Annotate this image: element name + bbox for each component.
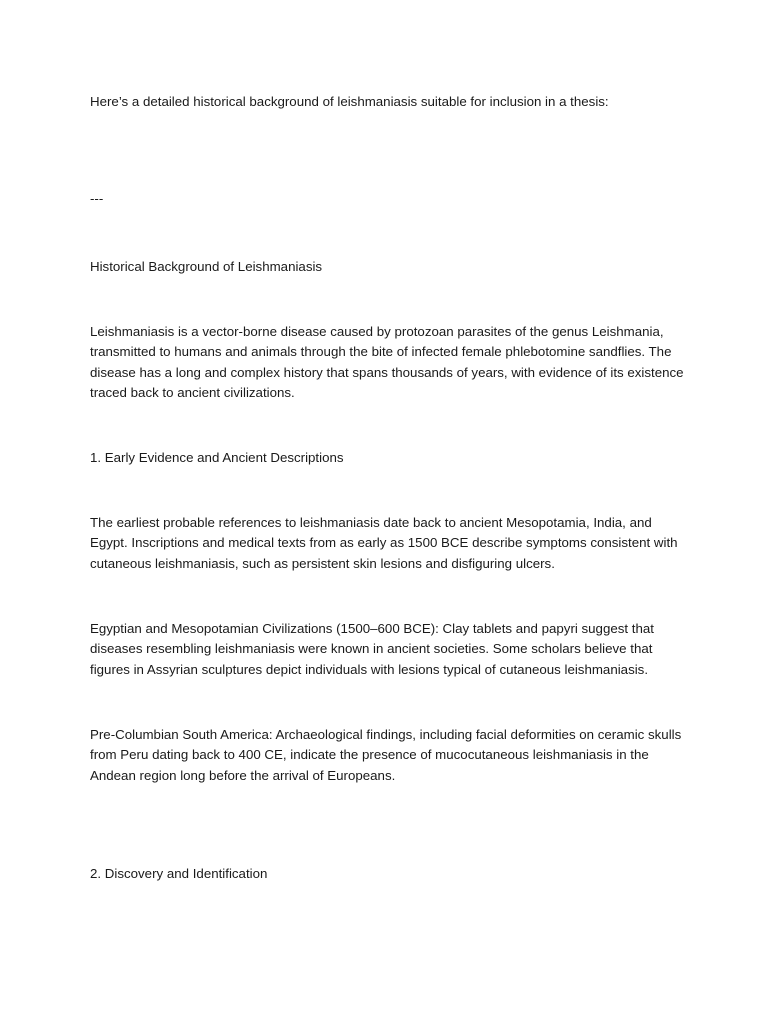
overview-paragraph: Leishmaniasis is a vector-borne disease caused by protozoan parasites of the genus Leishmania, transmitted to humans and animals through the bite of infected female phlebotomine sandflies. The disease has a long and complex history that spans thousands of years, with evidence of its existence traced back to ancient civilizations.: [90, 324, 684, 400]
section2-heading: 2. Discovery and Identification: [90, 866, 268, 881]
section1-paragraph-3: Pre-Columbian South America: Archaeological findings, including facial deformities on ceramic skulls from Peru dating back to 400 CE, indicate the presence of mucocutaneous leishmaniasis in the Andean region long before the arrival of Europeans.: [90, 727, 682, 783]
intro-line: Here’s a detailed historical background of leishmaniasis suitable for inclusion in a thesis:: [90, 94, 609, 109]
section1-heading: 1. Early Evidence and Ancient Descriptions: [90, 450, 344, 465]
separator: ---: [90, 191, 104, 206]
section1-paragraph-1: The earliest probable references to leishmaniasis date back to ancient Mesopotamia, India, and Egypt. Inscriptions and medical texts from as early as 1500 BCE describe symptoms consistent with cutaneous leishmaniasis, such as persistent skin lesions and disfiguring ulcers.: [90, 515, 678, 571]
document-title: Historical Background of Leishmaniasis: [90, 259, 323, 274]
section1-paragraph-2: Egyptian and Mesopotamian Civilizations (1500–600 BCE): Clay tablets and papyri suggest that diseases resembling leishmaniasis were known in ancient societies. Some scholars believe that figures in Assyrian sculptures depict individuals with lesions typical of cutaneous leishmaniasis.: [90, 621, 654, 677]
